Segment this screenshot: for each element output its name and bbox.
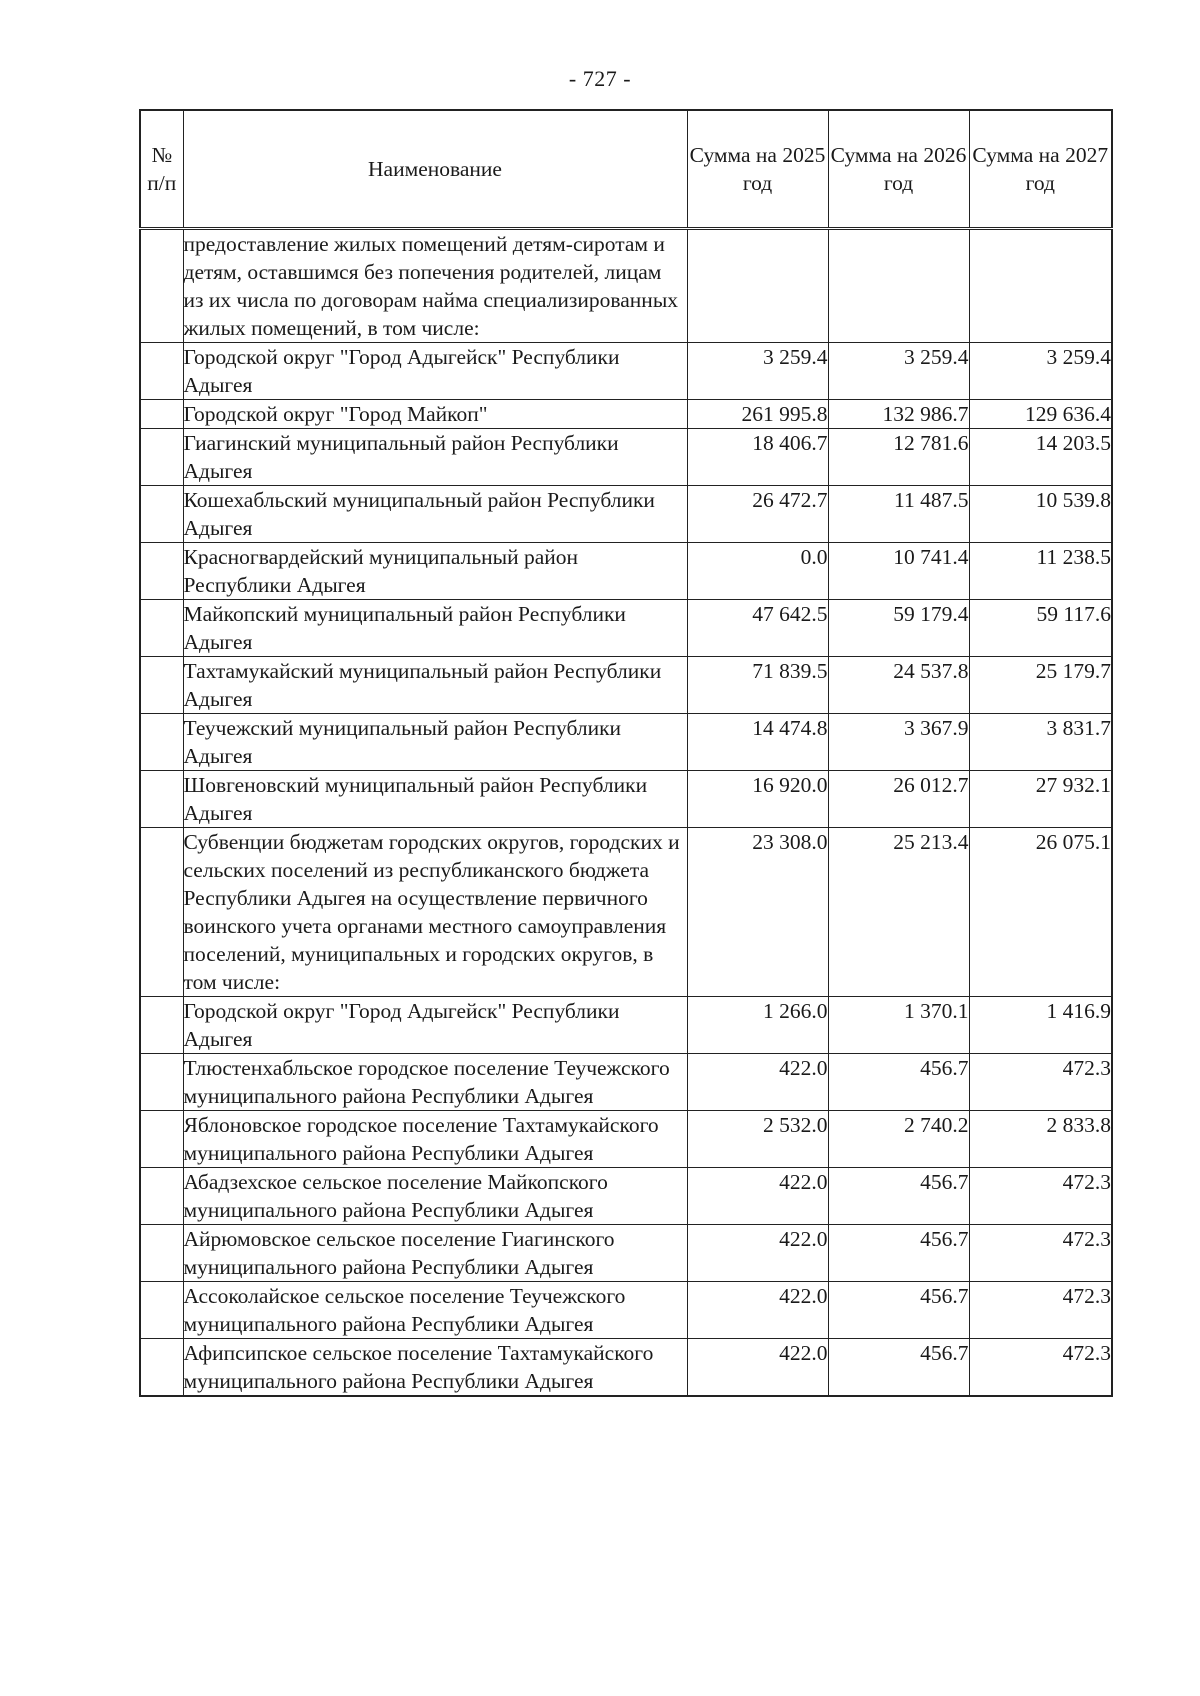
cell-2027: 27 932.1 [969, 771, 1112, 828]
cell-number [140, 600, 183, 657]
cell-2027: 472.3 [969, 1054, 1112, 1111]
cell-2026 [828, 229, 969, 343]
table-row [140, 1168, 1112, 1225]
cell-2027: 14 203.5 [969, 429, 1112, 486]
cell-name: Ассоколайское сельское поселение Теучежского муниципального района Республики Адыгея [183, 1282, 687, 1339]
header-name: Наименование [183, 110, 687, 229]
cell-number [140, 400, 183, 429]
cell-2026: 132 986.7 [828, 400, 969, 429]
cell-2027: 2 833.8 [969, 1111, 1112, 1168]
cell-2027: 10 539.8 [969, 486, 1112, 543]
cell-number [140, 486, 183, 543]
cell-number [140, 997, 183, 1054]
table-row [140, 543, 1112, 600]
cell-2027: 3 831.7 [969, 714, 1112, 771]
cell-2026: 456.7 [828, 1225, 969, 1282]
cell-2026: 59 179.4 [828, 600, 969, 657]
cell-name: Тахтамукайский муниципальный район Республики Адыгея [183, 657, 687, 714]
cell-2027: 472.3 [969, 1282, 1112, 1339]
cell-2027 [969, 229, 1112, 343]
cell-2026: 24 537.8 [828, 657, 969, 714]
table-row [140, 429, 1112, 486]
cell-number [140, 1282, 183, 1339]
cell-2025: 422.0 [687, 1339, 828, 1397]
cell-2026: 456.7 [828, 1282, 969, 1339]
cell-2026: 12 781.6 [828, 429, 969, 486]
cell-2025: 422.0 [687, 1225, 828, 1282]
cell-2025: 261 995.8 [687, 400, 828, 429]
cell-2026: 26 012.7 [828, 771, 969, 828]
cell-name: Тлюстенхабльское городское поселение Теучежского муниципального района Республики Адыгея [183, 1054, 687, 1111]
cell-number [140, 1111, 183, 1168]
cell-2025: 422.0 [687, 1054, 828, 1111]
table-row [140, 486, 1112, 543]
cell-number [140, 1168, 183, 1225]
table-row [140, 1054, 1112, 1111]
cell-2025: 16 920.0 [687, 771, 828, 828]
cell-2025: 47 642.5 [687, 600, 828, 657]
cell-2027: 25 179.7 [969, 657, 1112, 714]
cell-2025: 422.0 [687, 1168, 828, 1225]
table-row [140, 1339, 1112, 1397]
cell-number [140, 657, 183, 714]
table-row [140, 400, 1112, 429]
table-row [140, 714, 1112, 771]
cell-2027: 472.3 [969, 1339, 1112, 1397]
cell-name: Афипсипское сельское поселение Тахтамукайского муниципального района Республики Адыгея [183, 1339, 687, 1397]
cell-2026: 11 487.5 [828, 486, 969, 543]
cell-number [140, 828, 183, 997]
cell-2026: 2 740.2 [828, 1111, 969, 1168]
cell-2025: 422.0 [687, 1282, 828, 1339]
table-row [140, 1111, 1112, 1168]
table-row [140, 997, 1112, 1054]
cell-number [140, 543, 183, 600]
cell-2026: 456.7 [828, 1054, 969, 1111]
cell-2026: 456.7 [828, 1168, 969, 1225]
cell-number [140, 429, 183, 486]
cell-2026: 3 367.9 [828, 714, 969, 771]
cell-number [140, 1054, 183, 1111]
cell-2026: 456.7 [828, 1339, 969, 1397]
cell-2027: 472.3 [969, 1225, 1112, 1282]
cell-name: Городской округ "Город Адыгейск" Республики Адыгея [183, 343, 687, 400]
cell-name: Яблоновское городское поселение Тахтамукайского муниципального района Республики Адыгея [183, 1111, 687, 1168]
header-2027: Сумма на 2027 год [969, 110, 1112, 229]
cell-2026: 25 213.4 [828, 828, 969, 997]
cell-2025: 0.0 [687, 543, 828, 600]
cell-2026: 1 370.1 [828, 997, 969, 1054]
cell-2027: 59 117.6 [969, 600, 1112, 657]
cell-name: предоставление жилых помещений детям-сиротам и детям, оставшимся без попечения родителей, лицам из их числа по договорам найма специализированных жилых помещений, в том числе: [183, 229, 687, 343]
cell-2026: 10 741.4 [828, 543, 969, 600]
page-number: - 727 - [568, 66, 632, 91]
cell-name: Майкопский муниципальный район Республики Адыгея [183, 600, 687, 657]
cell-2025: 1 266.0 [687, 997, 828, 1054]
cell-name: Теучежский муниципальный район Республики Адыгея [183, 714, 687, 771]
header-2026: Сумма на 2026 год [828, 110, 969, 229]
cell-2027: 26 075.1 [969, 828, 1112, 997]
cell-name: Шовгеновский муниципальный район Республики Адыгея [183, 771, 687, 828]
cell-2025: 18 406.7 [687, 429, 828, 486]
cell-name: Красногвардейский муниципальный район Республики Адыгея [183, 543, 687, 600]
table-row [140, 343, 1112, 400]
cell-2025: 3 259.4 [687, 343, 828, 400]
cell-number [140, 1225, 183, 1282]
table-row [140, 657, 1112, 714]
cell-name: Кошехабльский муниципальный район Республики Адыгея [183, 486, 687, 543]
table-row [140, 1225, 1112, 1282]
cell-2025: 23 308.0 [687, 828, 828, 997]
cell-name: Гиагинский муниципальный район Республики Адыгея [183, 429, 687, 486]
cell-number [140, 714, 183, 771]
table-row [140, 771, 1112, 828]
cell-2025: 14 474.8 [687, 714, 828, 771]
cell-2027: 11 238.5 [969, 543, 1112, 600]
cell-number [140, 771, 183, 828]
header-2025: Сумма на 2025 год [687, 110, 828, 229]
cell-name: Абадзехское сельское поселение Майкопского муниципального района Республики Адыгея [183, 1168, 687, 1225]
cell-number [140, 1339, 183, 1397]
table-header-row [140, 110, 1112, 229]
cell-2025 [687, 229, 828, 343]
cell-number [140, 229, 183, 343]
table-row [140, 229, 1112, 343]
cell-2025: 2 532.0 [687, 1111, 828, 1168]
cell-2027: 472.3 [969, 1168, 1112, 1225]
cell-name: Субвенции бюджетам городских округов, городских и сельских поселений из республиканского бюджета Республики Адыгея на осуществление первичного воинского учета органами местного самоуправления поселений, муниципальных и городских округов, в том числе: [183, 828, 687, 997]
cell-2027: 129 636.4 [969, 400, 1112, 429]
cell-2025: 71 839.5 [687, 657, 828, 714]
cell-name: Айрюмовское сельское поселение Гиагинского муниципального района Республики Адыгея [183, 1225, 687, 1282]
cell-2027: 1 416.9 [969, 997, 1112, 1054]
cell-number [140, 343, 183, 400]
cell-2027: 3 259.4 [969, 343, 1112, 400]
cell-name: Городской округ "Город Майкоп" [183, 400, 687, 429]
table-row [140, 600, 1112, 657]
budget-table [139, 109, 1113, 1397]
table-row [140, 828, 1112, 997]
header-number: № п/п [140, 110, 183, 229]
cell-2026: 3 259.4 [828, 343, 969, 400]
cell-name: Городской округ "Город Адыгейск" Республики Адыгея [183, 997, 687, 1054]
cell-2025: 26 472.7 [687, 486, 828, 543]
table-row [140, 1282, 1112, 1339]
